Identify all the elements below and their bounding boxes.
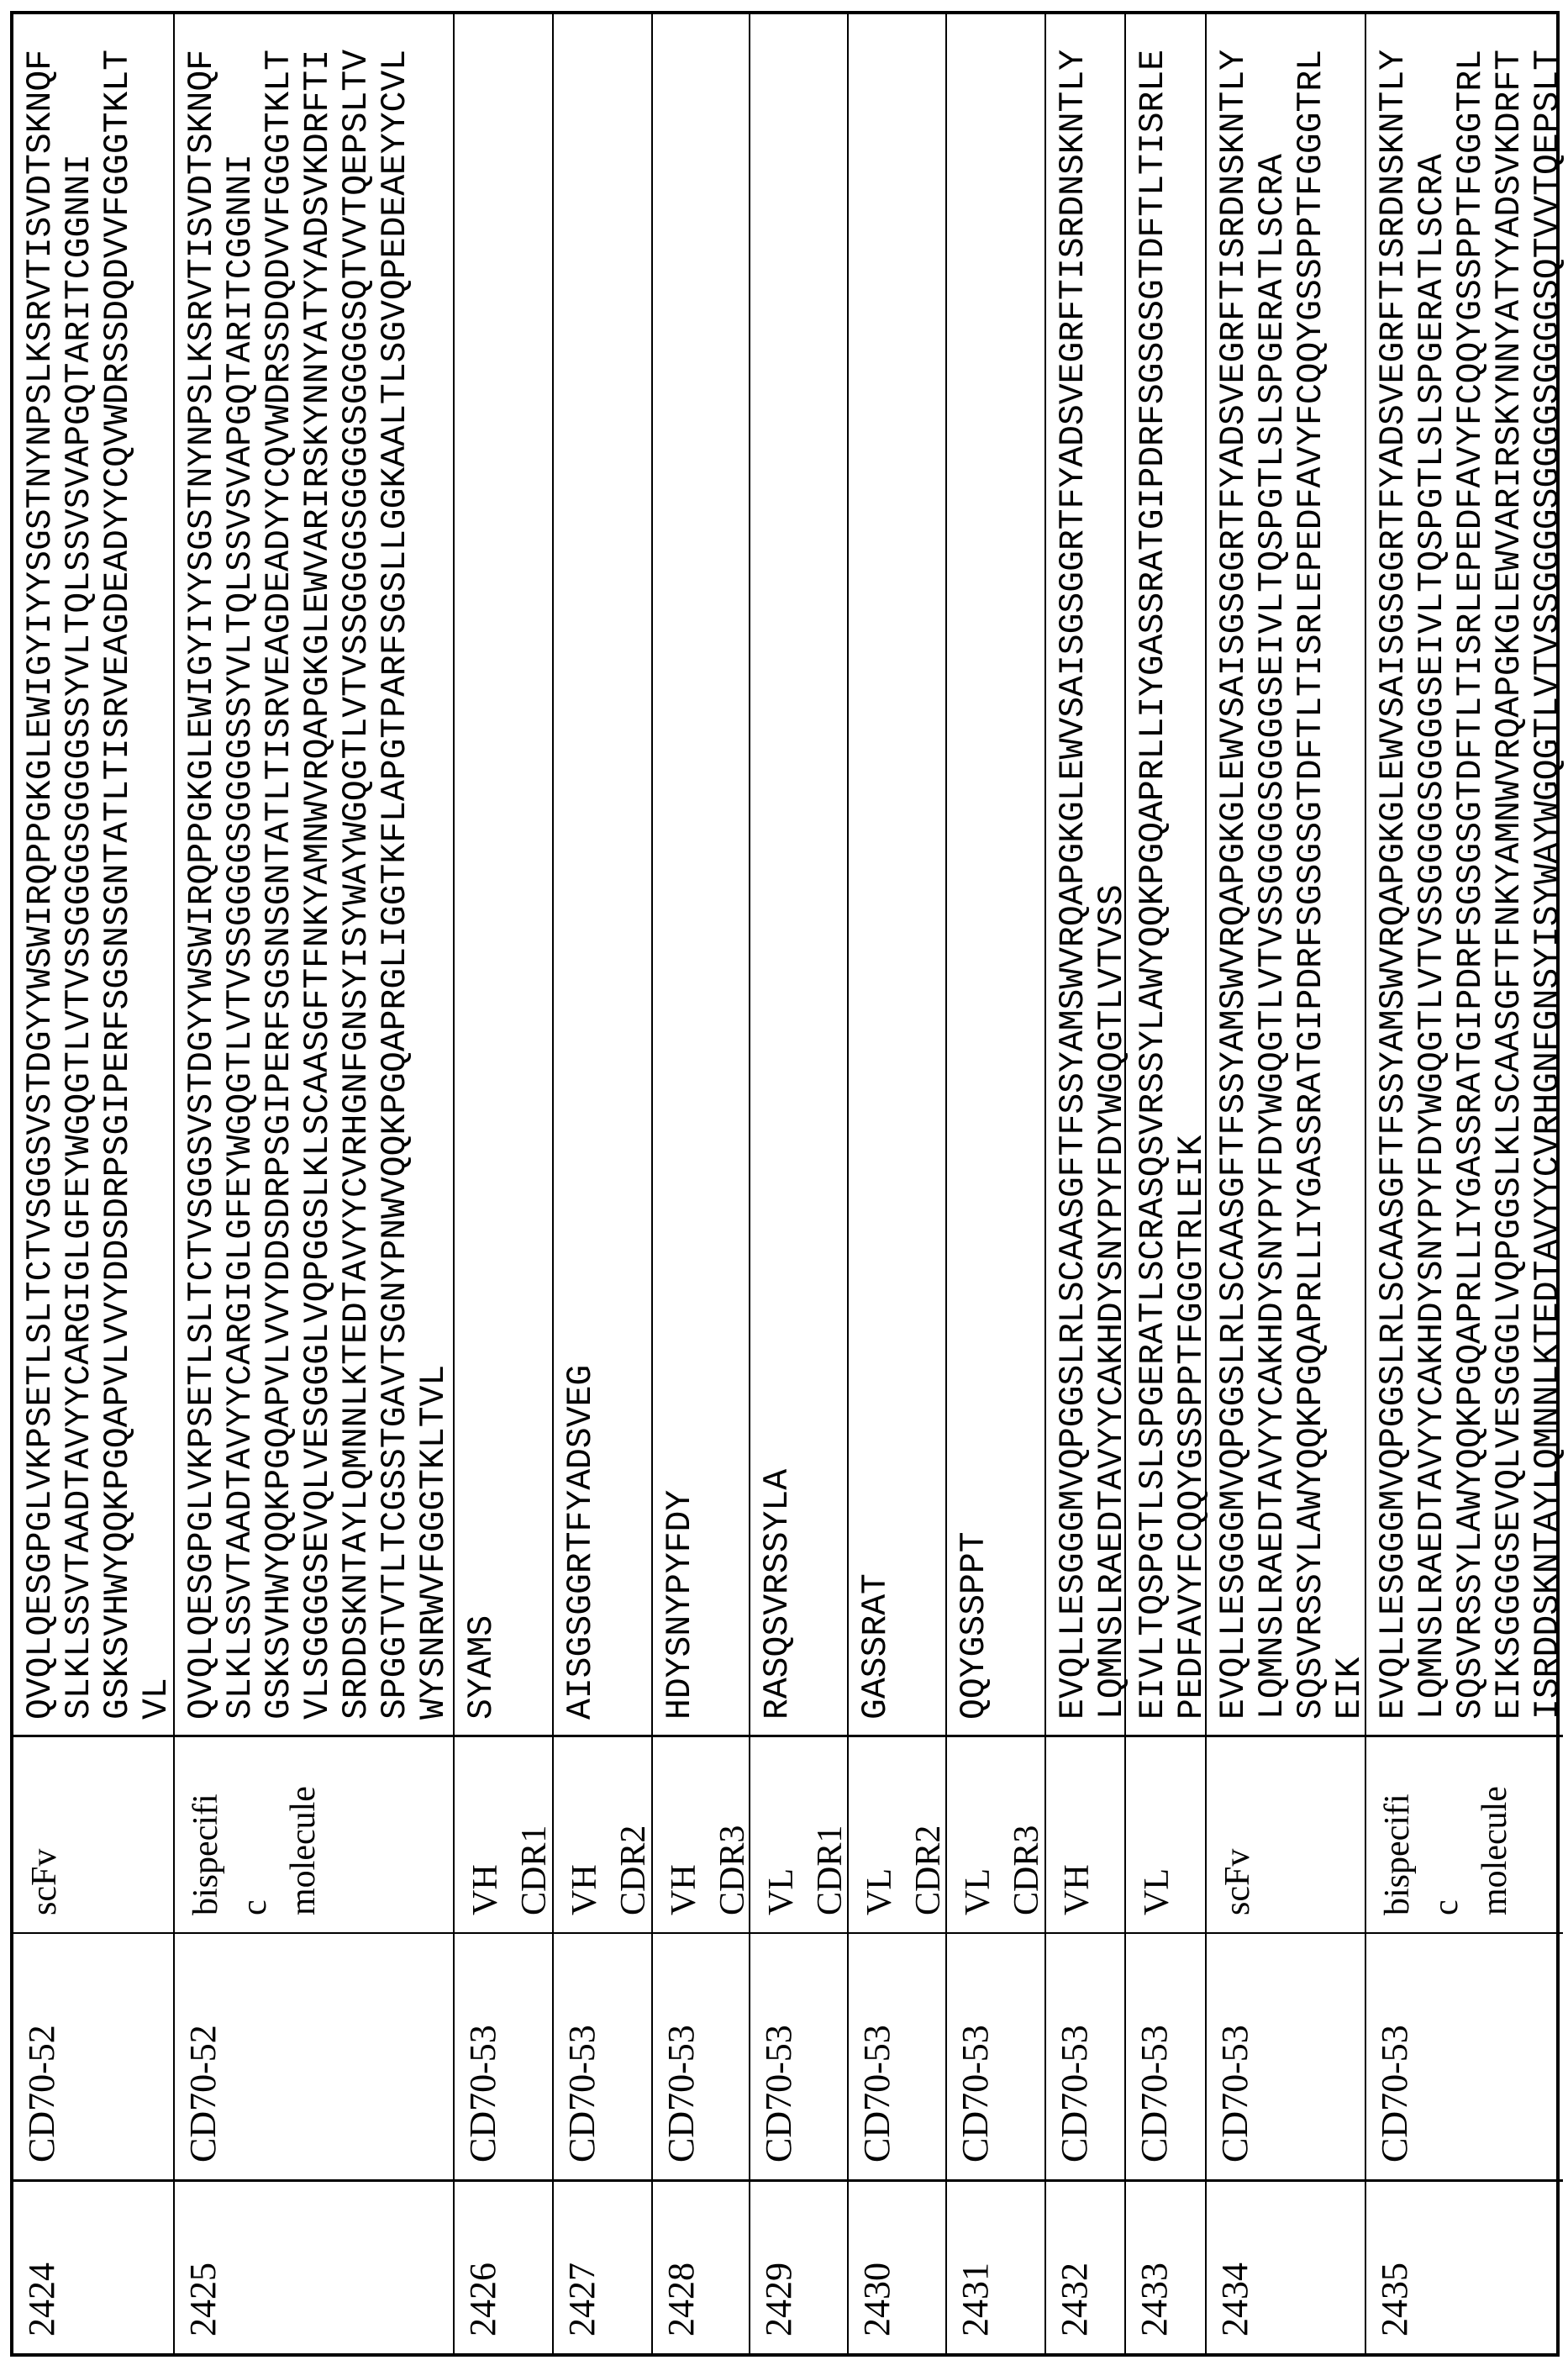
seq-id: 2426: [462, 2263, 503, 2336]
seq-id: 2432: [1054, 2263, 1095, 2336]
seq-id-cell: [849, 2179, 945, 2353]
name-cell: [1046, 1932, 1124, 2179]
sequence-cell: [947, 14, 1044, 1735]
table-row: [1205, 14, 1370, 2353]
name-cell: [175, 1932, 453, 2179]
seq-id: 2428: [660, 2263, 702, 2336]
type-cell: [1207, 1735, 1365, 1932]
name-cell: [947, 1932, 1044, 2179]
molecule-type: VH CDR1: [466, 1825, 554, 1915]
sequence-cell: [1207, 14, 1370, 1735]
molecule-name: CD70-53: [1214, 2025, 1255, 2162]
amino-acid-sequence: RASQSVRSSYLA: [759, 1468, 797, 1720]
table-row: [749, 14, 850, 2353]
molecule-name: CD70-53: [758, 2025, 799, 2162]
name-cell: [455, 1932, 552, 2179]
amino-acid-sequence: GASSRAT: [857, 1573, 896, 1720]
molecule-type: VL CDR3: [959, 1825, 1046, 1915]
molecule-type: bispecifi c molecule: [187, 1786, 323, 1915]
sequence-table: [10, 11, 1568, 2357]
sequence-cell: [1366, 14, 1568, 1735]
type-cell: [750, 1735, 850, 1932]
seq-id-cell: [13, 2179, 173, 2353]
amino-acid-sequence: SYAMS: [463, 1615, 502, 1720]
name-cell: [1126, 1932, 1205, 2179]
molecule-type: VL: [1138, 1868, 1176, 1915]
sequence-cell: [750, 14, 847, 1735]
molecule-name: CD70-53: [660, 2025, 702, 2162]
sequence-cell: [1046, 14, 1132, 1735]
seq-id-cell: [175, 2179, 453, 2353]
type-cell: [455, 1735, 552, 1932]
seq-id: 2434: [1214, 2263, 1255, 2336]
seq-id: 2435: [1374, 2263, 1415, 2336]
molecule-name: CD70-52: [21, 2025, 62, 2162]
table-row: [945, 14, 1044, 2353]
table-row: [1044, 14, 1132, 2353]
sequence-cell: [13, 14, 176, 1735]
table-row: [1124, 14, 1212, 2353]
molecule-type: bispecifi c molecule: [1378, 1786, 1514, 1915]
seq-id: 2431: [955, 2263, 996, 2336]
amino-acid-sequence: QVQLQESGPGLVKPSETLSLTCTVSGGSVSTDGYYWSWIRQPPGKGLEWIGYIYYSGSTNYNPSLKSRVTISVDTSKNQF SLKLSSVTAADTAVYYCARGIGLGFEYWGQGTLVTVSSGGGGSGGGGSSYVLTQLSSVSVAPGQTARITCGGNNI GSKSVHWYQQKPGQAPVLVVYDDSDRPSGIPERFSGSNSGNTATLTISRVEAGDEADYYCQVWDRSSDQDVVFGGGTKLT VL: [22, 49, 176, 1720]
seq-id-cell: [455, 2179, 552, 2353]
seq-id: 2425: [182, 2263, 224, 2336]
amino-acid-sequence: AISGSGGRTFYADSVEG: [562, 1364, 601, 1720]
type-cell: [554, 1735, 651, 1932]
table-row: [552, 14, 651, 2353]
name-cell: [554, 1932, 651, 2179]
molecule-name: CD70-53: [561, 2025, 602, 2162]
name-cell: [849, 1932, 945, 2179]
table-row: [651, 14, 752, 2353]
amino-acid-sequence: QVQLQESGPGLVKPSETLSLTCTVSGGSVSTDGYYWSWIRQPPGKGLEWIGYIYYSGSTNYNPSLKSRVTISVDTSKNQF SLKLSSVTAADTAVYYCARGIGLGFEYWGQGTLVTVSSGGGGSGGGGSSYVLTQLSSVSVAPGQTARITCGGNNI GSKSVHWYQQKPGQAPVLVVYDDSDRPSGIPERFSGSNSGNTATLTISRVEAGDEADYYCQVWDRSSDQDVVFGGGTKLT VLSGGGGSEVQLVESGGGLVQPGGSLKLSCAASGFTFNKYAMNWVRQAPGKGLEWVARIRSKYNNYATYYADSVKDRFTI SRDDSKNTAYLQMNNLKTEDTAVYYCVRHGNFGNSYISYWAYWGQGTLVTVSSGGGGSGGGGSGGGGSQTVVTQEPSLTV SPGGTVTLTCGSSTGAVTSGNYPNWVQQKPGQAPRGLIGGTKFLAPGTPARFSGSLLGGKAALTLSGVQPEDEAEYYCVL WYSNRWVFGGGTKLTVL: [183, 49, 454, 1720]
molecule-name: CD70-53: [856, 2025, 897, 2162]
sequence-cell: [455, 14, 552, 1735]
molecule-type: VH: [1058, 1864, 1097, 1915]
seq-id-cell: [653, 2179, 749, 2353]
sequence-cell: [1126, 14, 1212, 1735]
molecule-type: VL CDR2: [860, 1825, 948, 1915]
type-cell: [947, 1735, 1044, 1932]
seq-id-cell: [947, 2179, 1044, 2353]
table-row: [453, 14, 552, 2353]
amino-acid-sequence: EVQLLESGGGMVQPGGSLRLSCAASGFTFSSYAMSWVRQAPGKGLEWVSAISGSGGRTFYADSVEGRFTISRDNSKNTLY LQMNSLRAEDTAVYYCAKHDYSNYPYFDYWGQGTLVTVSSGGGGSGGGGSEIVLTQSPGTLSLSPGERATLSCRA SQSVRSSYLAWYQQKPGQAPRLLIYGASSRATGIPDRFSGSGSGTDFTLTISRLEPEDFAVYFCQQYGSSPPTFGGGTRL EIK: [1215, 49, 1370, 1720]
amino-acid-sequence: EVQLLESGGGMVQPGGSLRLSCAASGFTFSSYAMSWVRQAPGKGLEWVSAISGSGGRTFYADSVEGRFTISRDNSKNTLY LQMNSLRAEDTAVYYCAKHDYSNYPYFDYWGQGTLVTVSS: [1055, 49, 1132, 1720]
molecule-name: CD70-52: [182, 2025, 224, 2162]
table-row: [1365, 14, 1568, 2353]
name-cell: [750, 1932, 847, 2179]
seq-id: 2427: [561, 2263, 602, 2336]
type-cell: [175, 1735, 453, 1932]
seq-id-cell: [1126, 2179, 1205, 2353]
name-cell: [653, 1932, 749, 2179]
type-cell: [1366, 1735, 1563, 1932]
molecule-type: scFv: [1218, 1848, 1257, 1915]
name-cell: [13, 1932, 173, 2179]
seq-id: 2424: [21, 2263, 62, 2336]
seq-id-cell: [1046, 2179, 1124, 2353]
type-cell: [1126, 1735, 1205, 1932]
name-cell: [1207, 1932, 1365, 2179]
amino-acid-sequence: EIVLTQSPGTLSLSPGERATLSCRASQSVRSSYLAWYQQKPGQAPRLLIYGASSRATGIPDRFSGSGSGTDFTLTISRLE PEDFAVYFCQQYGSSPPTFGGGTRLEIK: [1134, 49, 1212, 1720]
molecule-name: CD70-53: [1054, 2025, 1095, 2162]
molecule-name: CD70-53: [1134, 2025, 1175, 2162]
type-cell: [1046, 1735, 1124, 1932]
sequence-cell: [849, 14, 945, 1735]
molecule-type: scFv: [25, 1848, 64, 1915]
seq-id-cell: [554, 2179, 651, 2353]
molecule-type: VL CDR1: [762, 1825, 850, 1915]
seq-id: 2429: [758, 2263, 799, 2336]
table-row: [173, 14, 453, 2353]
amino-acid-sequence: QQYGSSPPT: [955, 1531, 994, 1720]
amino-acid-sequence: EVQLLESGGGMVQPGGSLRLSCAASGFTFSSYAMSWVRQAPGKGLEWVSAISGSGGRTFYADSVEGRFTISRDNSKNTLY LQMNSLRAEDTAVYYCAKHDYSNYPYFDYWGQGTLVTVSSGGGGSGGGGSEIVLTQSPGTLSLSPGERATLSCRA SQSVRSSYLAWYQQKPGQAPRLLIYGASSRATGIPDRFSGSGSGTDFTLTISRLEPEDFAVYFCQQYGSSPPTFGGGTRL EIKSGGGGSEVQLVESGGGLVQPGGSLKLSCAASGFTFNKYAMNWVRQAPGKGLEWVARIRSKYNNYATYYADSVKDRFT ISRDDSKNTAYLQMNNLKTEDTAVYYCVRHGNFGNSYISYWAYWGQGTLVTVSSGGGGSGGGGSGGGGSQTVVTQEPSLT: [1375, 49, 1568, 1720]
table-row: [847, 14, 948, 2353]
molecule-name: CD70-53: [1374, 2025, 1415, 2162]
seq-id: 2430: [856, 2263, 897, 2336]
type-cell: [13, 1735, 173, 1932]
molecule-name: CD70-53: [955, 2025, 996, 2162]
sequence-cell: [653, 14, 749, 1735]
sequence-cell: [554, 14, 651, 1735]
sequence-cell: [175, 14, 453, 1735]
seq-id-cell: [750, 2179, 847, 2353]
molecule-type: VH CDR2: [566, 1825, 653, 1915]
type-cell: [849, 1735, 948, 1932]
molecule-name: CD70-53: [462, 2025, 503, 2162]
table-row: [13, 14, 176, 2353]
molecule-type: VH CDR3: [665, 1825, 752, 1915]
name-cell: [1366, 1932, 1563, 2179]
seq-id-cell: [1207, 2179, 1365, 2353]
type-cell: [653, 1735, 752, 1932]
amino-acid-sequence: HDYSNYPYFDY: [661, 1489, 700, 1720]
seq-id: 2433: [1134, 2263, 1175, 2336]
seq-id-cell: [1366, 2179, 1563, 2353]
